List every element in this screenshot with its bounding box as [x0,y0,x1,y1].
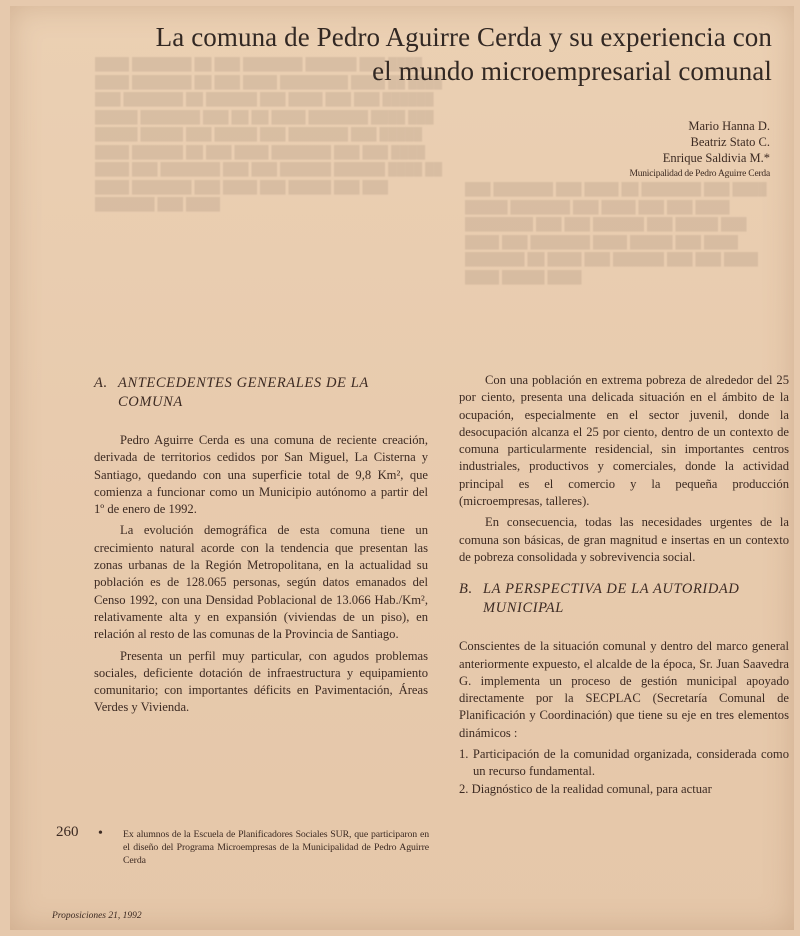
show-through-text-right: ███ ███████ ███ ████ ██ ███████ ███ ████ █████ ███████ ███ ████ ███ ███ ████ ████████ ███ ███ ██████ ███ █████ ███ ████ ███ ███████ ████ █████ ███ ████ ███████ ██ ████ ███ ██████ ███ ███ ████ ████ █████ ████ [465,182,767,284]
section-b-heading-line2: MUNICIPAL [483,600,564,617]
body-paragraph: Con una población en extrema pobreza de alrededor del 25 por ciento, presenta una delicada situación en el ámbito de la ocupación, especialmente en el sector juvenil, donde la desocupación alcanza el 25 por ciento, dentro de un contexto de comuna particularmente residencial, sin importantes centros industriales, productivos y comerciales, donde la actividad principal es el comercio y la pequeña producción (microempresas, talleres). [459,373,789,509]
body-paragraph: Presenta un perfil muy particular, con agudos problemas sociales, deficiente dotación de infraestructura y equipamiento comunitario; con importantes déficits en Pavimentación, Áreas Verdes y Vivienda. [94,648,428,715]
section-a-heading [94,374,428,412]
list-item: 1. Participación de la comunidad organizada, considerada como un recurso fundamental. [459,747,789,779]
title-line-2: el mundo microempresarial comunal [372,56,772,86]
section-a-heading-line2: COMUNA [118,394,183,410]
author-name: Enrique Saldivia M.* [662,151,770,165]
section-b-heading [459,580,789,618]
footnote-marker: • [98,826,103,841]
numbered-list [459,746,789,798]
footnote: Ex alumnos de la Escuela de Planificadores Sociales SUR, que participaron en el diseño del Programa Microempresas de la Municipalidad de Pedro Aguirre Cerda [123,829,429,866]
author-affiliation: Municipalidad de Pedro Aguirre Cerda [629,169,770,179]
body-paragraph: La evolución demográfica de esta comuna tiene un crecimiento natural acorde con la tendencia que presentan las zonas urbanas de la Región Metropolitana, en la actualidad su población es de 128.065 personas, según datos emanados del Censo 1992, con una Densidad Poblacional de 13.066 Hab./Km², relativamente alta y en expansión (viviendas de un piso), en relación al resto de las comunas de la Provincia de Santiago. [94,523,428,642]
article-title [72,20,772,88]
author-block [629,118,770,182]
show-through-text-left: ████ ███████ ██ ███ ███████ ██████ ███ ████ ████ ███████ ██ ███ ████ ████████ ████ ██ ████ ███ ███████ ██ ██████ ███ ████ ███ ███ ██████ █████ ███████ ███ ██ ██ ████ ███████ ████ ███ █████ █████ ███ █████ ███ ███████ ███ █████ ████ ██████ ██ ███ ████ ███████ ███ ███ ████ ████ ███ ███████ ███ ███ ██████ ██████ ████ ██ ████ ███████ ███ ████ ███ █████ ███ ███ ███████ ███ ████ [95,57,443,211]
title-line-1: La comuna de Pedro Aguirre Cerda y su experiencia con [155,22,772,52]
author-name: Beatriz Stato C. [690,135,770,149]
body-paragraph: Pedro Aguirre Cerda es una comuna de reciente creación, derivada de territorios cedidos por San Miguel, La Cisterna y Santiago, quedando con una superficie total de 9,8 Km², que comienza a funcionar como un Municipio autónomo a partir del 1º de enero de 1992. [94,433,428,517]
journal-citation: Proposiciones 21, 1992 [52,911,142,921]
list-item: 2. Diagnóstico de la realidad comunal, para actuar [459,781,712,796]
section-b-letter: B. [459,581,473,598]
document-page [10,6,794,930]
body-paragraph: En consecuencia, todas las necesidades urgentes de la comuna son básicas, de gran magnitud e insertas en un contexto de pobreza consolidada y sobrevivencia social. [459,515,789,564]
section-b-heading-line1: LA PERSPECTIVA DE LA AUTORIDAD [483,581,740,598]
right-column [459,372,789,798]
section-a-letter: A. [94,375,108,391]
body-paragraph: Conscientes de la situación comunal y dentro del marco general anteriormente expuesto, el alcalde de la época, Sr. Juan Saavedra G. implementa un proceso de gestión municipal apoyado directamente por la SECPLAC (Secretaría Comunal de Planificación y Coordinación) que tiene su eje en tres elementos dinámicos : [459,639,789,740]
section-a-heading-line1: ANTECEDENTES GENERALES DE LA [118,375,369,391]
author-name: Mario Hanna D. [688,119,770,133]
page-number: 260 [56,824,79,840]
left-column [94,374,428,721]
